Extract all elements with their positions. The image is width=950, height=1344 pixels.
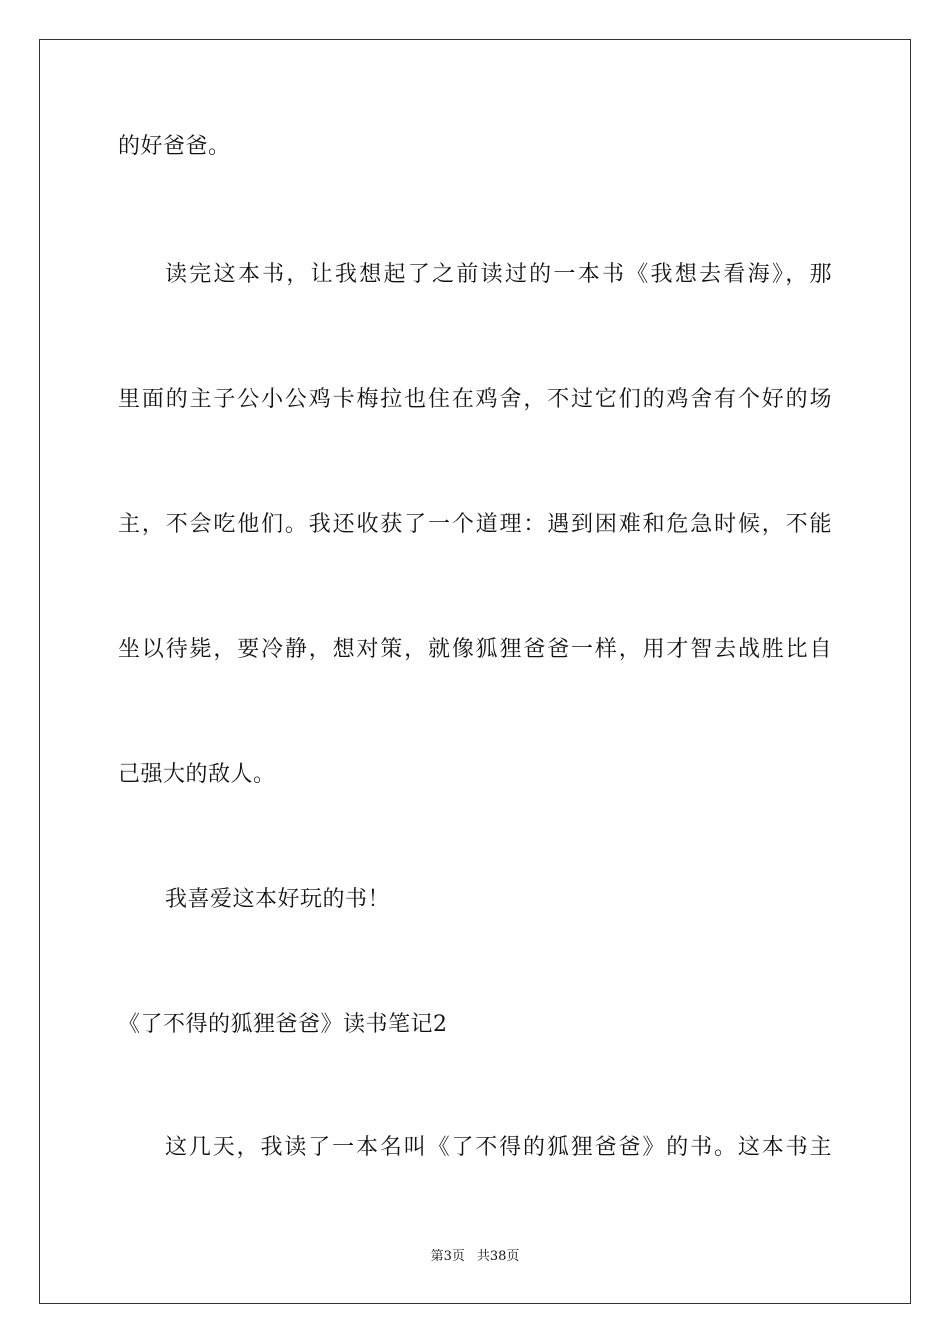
page-footer: [0, 1248, 950, 1266]
paragraph-line-4: 主，不会吃他们。我还收获了一个道理：遇到困难和危急时候，不能: [118, 512, 832, 537]
page-border: [39, 39, 911, 1304]
section-heading: 《了不得的狐狸爸爸》读书笔记2: [118, 1012, 448, 1037]
paragraph-line-5: 坐以待毙，要冷静，想对策，就像狐狸爸爸一样，用才智去战胜比自: [118, 637, 832, 662]
page-total: 共38页: [476, 1249, 520, 1264]
page-number: 第3页: [430, 1249, 465, 1264]
paragraph-line-9: 这几天，我读了一本名叫《了不得的狐狸爸爸》的书。这本书主: [165, 1135, 832, 1160]
paragraph-line-7: 我喜爱这本好玩的书！: [165, 887, 391, 912]
paragraph-line-1: 的好爸爸。: [118, 134, 231, 159]
paragraph-line-2: 读完这本书，让我想起了之前读过的一本书《我想去看海》，那: [165, 262, 832, 287]
paragraph-line-6: 己强大的敌人。: [118, 762, 276, 787]
paragraph-line-3: 里面的主子公小公鸡卡梅拉也住在鸡舍，不过它们的鸡舍有个好的场: [118, 387, 832, 412]
